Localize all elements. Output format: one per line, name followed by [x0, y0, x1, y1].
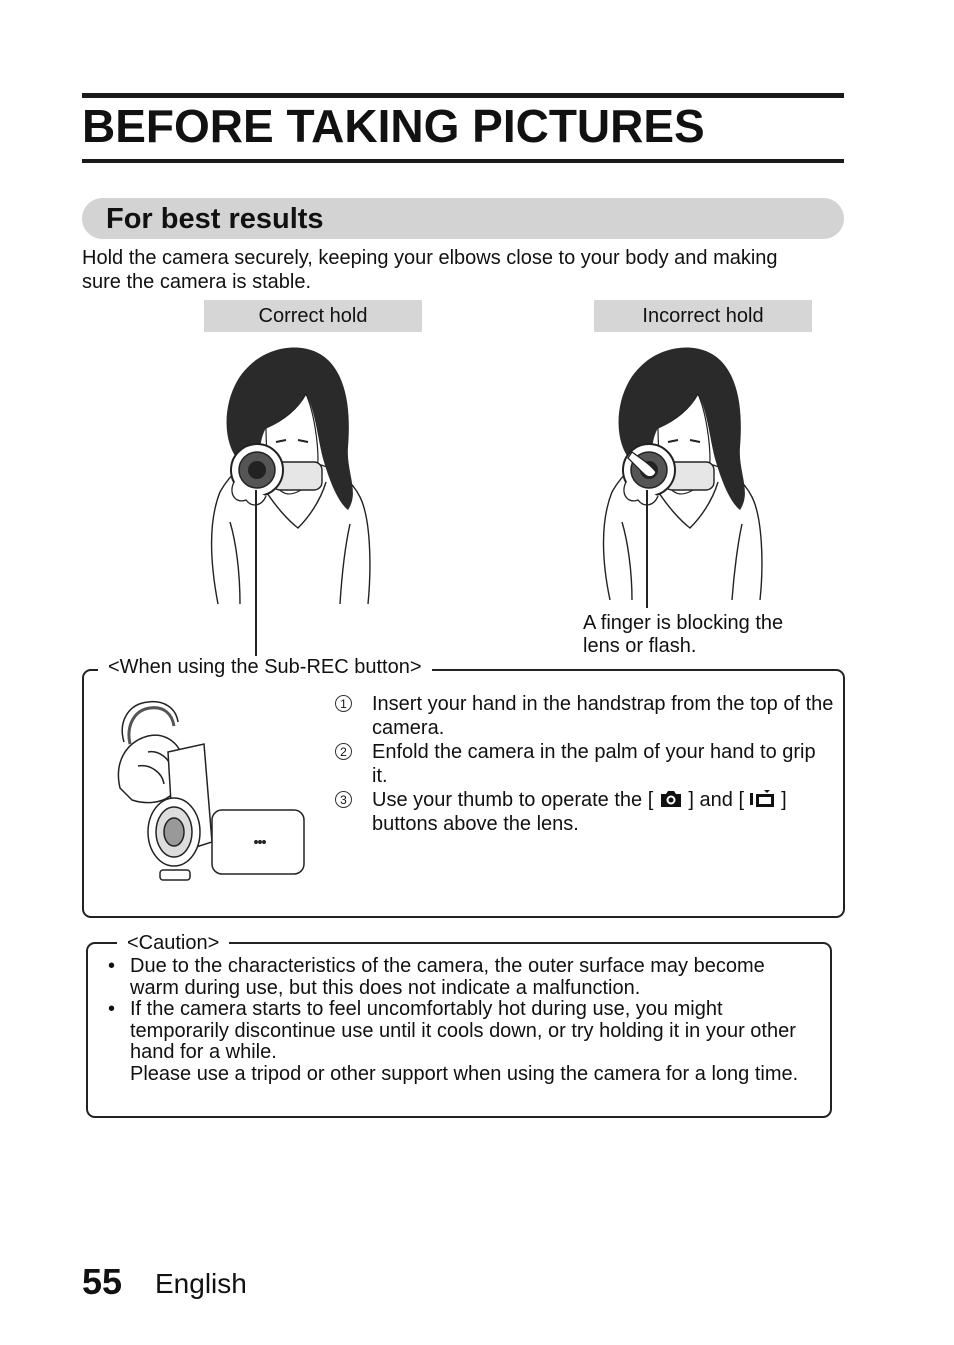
incorrect-caption-line2: lens or flash. [583, 635, 697, 657]
caution-bullet-2 [108, 999, 813, 1086]
step-3-after: ] buttons above the lens. [372, 789, 787, 835]
title-rule-top [82, 93, 844, 98]
step-3-middle: ] and [ [688, 789, 745, 811]
caution-text-1: Due to the characteristics of the camera, the outer surface may become warm during use, but this does not indicate a malfunction. [130, 955, 765, 999]
step-text-3 [372, 788, 835, 836]
subrec-legend: <When using the Sub-REC button> [98, 656, 432, 679]
caution-extra-text: Please use a tripod or other support when using the camera for a long time. [130, 1063, 799, 1086]
incorrect-hold-caption [583, 612, 783, 658]
caution-text-2: If the camera starts to feel uncomfortably hot during use, you might temporarily discontinue use until it cools down, or try holding it in your other hand for a while. [130, 998, 796, 1064]
video-rec-icon [750, 789, 776, 809]
incorrect-hold-pointer-line [646, 490, 648, 608]
subrec-step-1 [335, 692, 835, 740]
camcorder-hand-illustration [108, 692, 308, 888]
section-header [82, 198, 844, 239]
section-title: For best results [106, 203, 324, 235]
camera-icon [659, 789, 683, 809]
step-number-3: 3 [335, 791, 352, 808]
step-text-2: Enfold the camera in the palm of your hand to grip it. [372, 741, 816, 787]
step-number-1: 1 [335, 695, 352, 712]
intro-text: Hold the camera securely, keeping your elbows close to your body and making sure the camera is stable. [82, 247, 778, 293]
incorrect-hold-illustration [592, 332, 782, 612]
title-rule-bottom [82, 159, 844, 163]
step-text-1: Insert your hand in the handstrap from the top of the camera. [372, 693, 834, 739]
bullet-dot: • [108, 955, 116, 977]
subrec-step-3 [335, 788, 835, 836]
language-label: English [155, 1268, 247, 1299]
subrec-step-2 [335, 740, 835, 788]
correct-hold-label: Correct hold [204, 300, 422, 332]
correct-hold-illustration [200, 332, 390, 612]
page-number: 55 [82, 1261, 123, 1302]
incorrect-hold-label: Incorrect hold [594, 300, 812, 332]
caution-bullet-1 [108, 956, 813, 999]
bullet-dot: • [108, 998, 116, 1020]
correct-hold-pointer-line [255, 490, 257, 658]
page-title: BEFORE TAKING PICTURES [82, 100, 705, 152]
step-3-before: Use your thumb to operate the [ [372, 789, 654, 811]
caution-legend: <Caution> [117, 932, 229, 955]
step-number-2: 2 [335, 743, 352, 760]
incorrect-caption-line1: A finger is blocking the [583, 612, 784, 634]
